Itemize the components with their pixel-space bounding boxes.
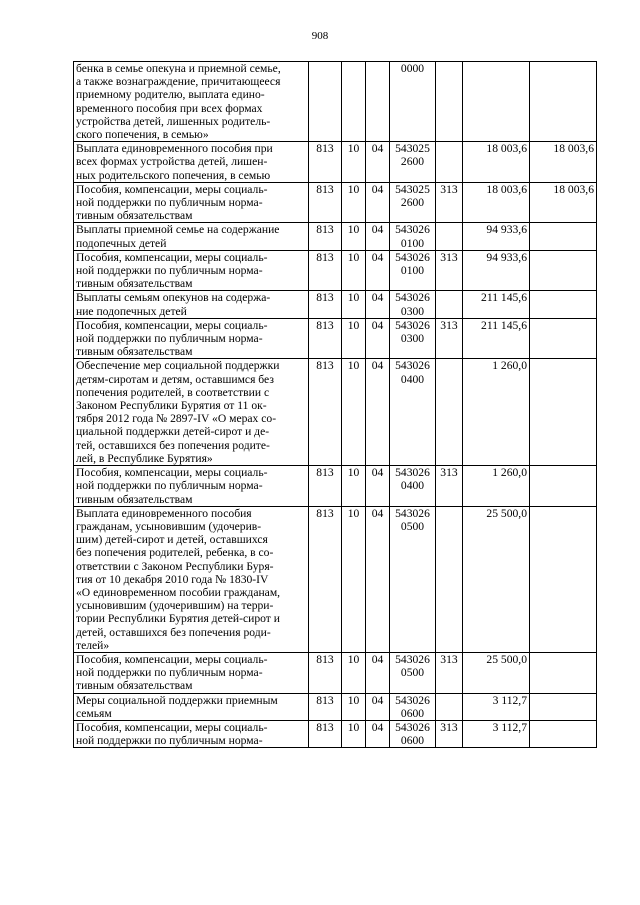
text-line: 543026 [395,693,430,707]
grbs-code: 813 [309,693,342,720]
amount-column-1: 211 145,6 [463,318,530,359]
target-article-code [390,223,436,250]
section-code: 10 [342,466,366,507]
amount-column-1: 1 260,0 [463,359,530,466]
section-code: 10 [342,182,366,223]
text-line: 2600 [400,155,425,169]
target-article-code [390,291,436,318]
table-row [74,466,597,507]
target-article-code [390,62,436,142]
expense-type-code [436,506,463,652]
expense-type-code: 313 [436,250,463,291]
section-code: 10 [342,693,366,720]
row-description [74,142,309,183]
text-line: ной поддержки по публичным норма- [76,479,263,493]
text-line: Обеспечение мер социальной поддержки [76,359,280,373]
subsection-code: 04 [366,291,390,318]
row-description [74,720,309,747]
target-article-code [390,318,436,359]
text-line: 0400 [400,372,425,386]
amount-column-1: 211 145,6 [463,291,530,318]
amount-column-2 [530,652,597,693]
section-code [342,62,366,142]
section-code: 10 [342,506,366,652]
row-description [74,291,309,318]
amount-column-2: 18 003,6 [530,182,597,223]
amount-column-1: 3 112,7 [463,720,530,747]
target-article-code [390,506,436,652]
expense-type-code: 313 [436,318,463,359]
amount-column-1: 25 500,0 [463,652,530,693]
text-line: тории Республики Бурятия детей-сирот и [76,612,280,626]
text-line: Выплаты семьям опекунов на содержа- [76,291,271,305]
text-line: попечения родителей, в соответствии с [76,385,270,399]
amount-column-2 [530,250,597,291]
text-line: тивным обязательствам [76,209,193,223]
row-description [74,250,309,291]
table-row [74,652,597,693]
text-line: без попечения родителей, ребенка, в со- [76,546,274,560]
subsection-code: 04 [366,693,390,720]
text-line: ной поддержки по публичным норма- [76,264,263,278]
target-article-code [390,693,436,720]
expense-type-code [436,291,463,318]
text-line: ной поддержки по публичным норма- [76,196,263,210]
amount-column-1: 3 112,7 [463,693,530,720]
grbs-code: 813 [309,142,342,183]
text-line: временного пособия при всех формах [76,101,263,115]
subsection-code: 04 [366,359,390,466]
text-line: Меры социальной поддержки приемным [76,693,278,707]
grbs-code: 813 [309,506,342,652]
text-line: ответствии с Законом Республики Буря- [76,559,274,573]
text-line: Пособия, компенсации, меры социаль- [76,182,268,196]
grbs-code [309,62,342,142]
text-line: циальной поддержки детей-сирот и де- [76,425,270,439]
subsection-code: 04 [366,720,390,747]
text-line: Пособия, компенсации, меры социаль- [76,720,268,734]
text-line: а также вознаграждение, причитающееся [76,75,281,89]
subsection-code: 04 [366,250,390,291]
grbs-code: 813 [309,652,342,693]
grbs-code: 813 [309,720,342,747]
amount-column-2 [530,291,597,318]
budget-table [73,61,597,748]
amount-column-1: 94 933,6 [463,250,530,291]
row-description [74,223,309,250]
text-line: Пособия, компенсации, меры социаль- [76,466,268,480]
table-row [74,291,597,318]
text-line: тей, оставшихся без попечения родите- [76,438,270,452]
amount-column-1: 18 003,6 [463,182,530,223]
text-line: 543026 [395,652,430,666]
text-line: Выплаты приемной семье на содержание [76,223,280,237]
table-row [74,182,597,223]
text-line: 0500 [400,519,425,533]
table-row [74,359,597,466]
text-line: 0600 [400,706,425,720]
subsection-code: 04 [366,223,390,250]
text-line: всех формах устройства детей, лишен- [76,155,268,169]
text-line: 2600 [400,196,425,210]
row-description [74,506,309,652]
text-line: 543026 [395,318,430,332]
text-line: «О единовременном пособии гражданам, [76,585,281,599]
text-line: 0100 [400,236,425,250]
table-row [74,62,597,142]
subsection-code: 04 [366,652,390,693]
row-description [74,318,309,359]
section-code: 10 [342,359,366,466]
amount-column-2 [530,62,597,142]
text-line: 543026 [395,506,430,520]
row-description [74,652,309,693]
text-line: Выплата единовременного пособия при [76,142,273,156]
amount-column-2 [530,466,597,507]
text-line: усыновившим (удочерившим) на терри- [76,599,274,613]
amount-column-1: 94 933,6 [463,223,530,250]
text-line: 0500 [400,666,425,680]
text-line: 543026 [395,359,430,373]
expense-type-code: 313 [436,652,463,693]
amount-column-1: 1 260,0 [463,466,530,507]
text-line: ского попечения, в семью» [76,128,209,142]
text-line: 0600 [400,734,425,748]
section-code: 10 [342,223,366,250]
text-line: 543025 [395,142,430,156]
text-line: 0400 [400,479,425,493]
subsection-code: 04 [366,182,390,223]
amount-column-1 [463,62,530,142]
section-code: 10 [342,142,366,183]
section-code: 10 [342,318,366,359]
text-line: устройства детей, лишенных родитель- [76,114,271,128]
text-line: ной поддержки по публичным норма- [76,666,263,680]
grbs-code: 813 [309,223,342,250]
text-line: 543026 [395,291,430,305]
target-article-code [390,466,436,507]
text-line: семьям [76,706,112,720]
text-line: 543026 [395,466,430,480]
subsection-code: 04 [366,318,390,359]
text-line: приемному родителю, выплата едино- [76,88,265,102]
amount-column-2: 18 003,6 [530,142,597,183]
table-row [74,720,597,747]
text-line: тября 2012 года № 2897-IV «О мерах со- [76,412,277,426]
amount-column-2 [530,223,597,250]
section-code: 10 [342,250,366,291]
text-line: лей, в Республике Бурятия» [76,451,213,465]
text-line: ной поддержки по публичным норма- [76,734,263,748]
expense-type-code: 313 [436,182,463,223]
subsection-code: 04 [366,506,390,652]
text-line: Законом Республики Бурятия от 11 ок- [76,399,267,413]
subsection-code: 04 [366,466,390,507]
text-line: ных родительского попечения, в семью [76,168,271,182]
grbs-code: 813 [309,250,342,291]
table-row [74,318,597,359]
grbs-code: 813 [309,359,342,466]
expense-type-code [436,359,463,466]
text-line: Пособия, компенсации, меры социаль- [76,652,268,666]
expense-type-code [436,693,463,720]
text-line: телей» [76,638,110,652]
amount-column-1: 18 003,6 [463,142,530,183]
grbs-code: 813 [309,182,342,223]
text-line: 0300 [400,304,425,318]
row-description [74,359,309,466]
target-article-code [390,182,436,223]
text-line: 543026 [395,223,430,237]
text-line: 0100 [400,264,425,278]
section-code: 10 [342,291,366,318]
expense-type-code: 313 [436,720,463,747]
text-line: 543025 [395,182,430,196]
amount-column-2 [530,359,597,466]
text-line: шим) детей-сирот и детей, оставшихся [76,533,268,547]
table-row [74,506,597,652]
subsection-code [366,62,390,142]
text-line: тивным обязательствам [76,345,193,359]
grbs-code: 813 [309,318,342,359]
table-row [74,142,597,183]
section-code: 10 [342,652,366,693]
text-line: ние подопечных детей [76,304,187,318]
expense-type-code: 313 [436,466,463,507]
target-article-code [390,359,436,466]
target-article-code [390,142,436,183]
target-article-code [390,652,436,693]
expense-type-code [436,142,463,183]
row-description [74,693,309,720]
text-line: 0300 [400,332,425,346]
expense-type-code [436,223,463,250]
text-line: 0000 [400,62,425,75]
target-article-code [390,250,436,291]
text-line: гражданам, усыновившим (удочерив- [76,519,262,533]
target-article-code [390,720,436,747]
subsection-code: 04 [366,142,390,183]
table-row [74,223,597,250]
text-line: 543026 [395,250,430,264]
amount-column-2 [530,506,597,652]
amount-column-2 [530,693,597,720]
row-description [74,182,309,223]
row-description [74,62,309,142]
text-line: Выплата единовременного пособия [76,506,252,520]
grbs-code: 813 [309,291,342,318]
text-line: детей, оставшихся без попечения роди- [76,625,271,639]
table-row [74,250,597,291]
amount-column-2 [530,318,597,359]
text-line: тивным обязательствам [76,277,193,291]
text-line: ной поддержки по публичным норма- [76,332,263,346]
page-number: 908 [311,30,329,42]
text-line: 543026 [395,720,430,734]
text-line: тивным обязательствам [76,492,193,506]
text-line: бенка в семье опекуна и приемной семье, [76,62,281,75]
grbs-code: 813 [309,466,342,507]
table-row [74,693,597,720]
text-line: Пособия, компенсации, меры социаль- [76,250,268,264]
amount-column-2 [530,720,597,747]
expense-type-code [436,62,463,142]
text-line: детям-сиротам и детям, оставшимся без [76,372,274,386]
text-line: подопечных детей [76,236,167,250]
text-line: тивным обязательствам [76,679,193,693]
text-line: Пособия, компенсации, меры социаль- [76,318,268,332]
row-description [74,466,309,507]
text-line: тия от 10 декабря 2010 года № 1830-IV [76,572,269,586]
section-code: 10 [342,720,366,747]
amount-column-1: 25 500,0 [463,506,530,652]
